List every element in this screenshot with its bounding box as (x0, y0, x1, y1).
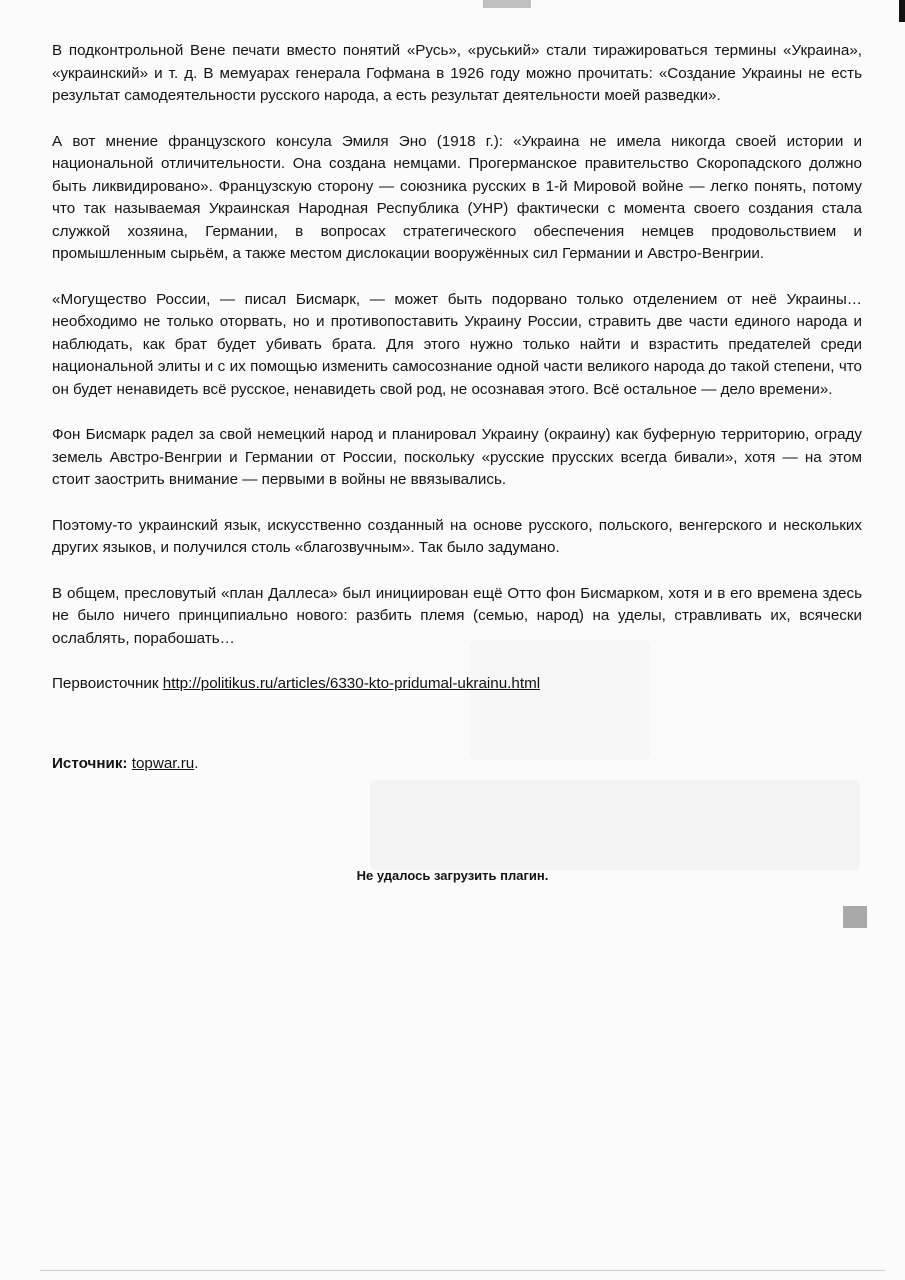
grey-square-mark (843, 906, 867, 928)
scan-edge-mark (899, 0, 905, 22)
primary-source-line (52, 673, 862, 696)
primary-source-label: Первоисточник (52, 675, 163, 692)
paragraph: «Могущество России, — писал Бисмарк, — может быть подорвано только отделением от неё Украины… необходимо не только оторвать, но и противопоставить Украину России, стравить две части единого народа и наблюдать, как брат будет убивать брата. Для этого нужно только найти и взрастить предателей среди национальной элиты и с их помощью изменить самосознание одной части великого народа до такой степени, что он будет ненавидеть всё русское, ненавидеть свой род, не осознавая этого. Всё остальное — дело времени». (52, 290, 862, 398)
source-link[interactable]: topwar.ru (131, 754, 195, 772)
primary-source-link[interactable]: http://politikus.ru/articles/6330-kto-pridumal-ukrainu.html (162, 675, 541, 692)
scan-artifact (483, 0, 531, 8)
source-suffix: . (194, 754, 199, 772)
article-body (52, 40, 862, 798)
paragraph: В подконтрольной Вене печати вместо понятий «Русь», «руський» стали тиражироваться термины «Украина», «украинский» и т. д. В мемуарах генерала Гофмана в 1926 году можно прочитать: «Создание Украины не есть результат самодеятельности русского народа, а есть результат деятельности моей разведки». (52, 42, 862, 104)
paragraph: В общем, пресловутый «план Даллеса» был инициирован ещё Отто фон Бисмарком, хотя и в его времена здесь не было ничего принципиально нового: разбить племя (семью, народ) на уделы, стравливать их, всячески ослаблять, порабошать… (52, 584, 862, 647)
paragraph: А вот мнение французского консула Эмиля Эно (1918 г.): «Украина не имела никогда своей истории и национальной отличительности. Она создана немцами. Прогерманское правительство Скоропадского должно быть ликвидировано». Французскую сторону — союзника русских в 1-й Мировой войне — легко понять, потому что так называемая Украинская Народная Республика (УНР) фактически с момента своего создания стала служкой хозяина, Германии, в вопросах стратегического обеспечения немцев продовольствием и промышленным сырьём, а также местом дислокации вооружённых сил Германии и Австро-Венгрии. (52, 132, 862, 262)
source-line (52, 753, 862, 776)
paragraph: Поэтому-то украинский язык, искусственно созданный на основе русского, польского, венгерского и нескольких других языков, и получился столь «благозвучным». Так было задумано. (52, 516, 862, 556)
page-edge-line (40, 1270, 885, 1271)
plugin-error-message: Не удалось загрузить плагин. (356, 868, 549, 883)
source-label: Источник: (52, 754, 128, 772)
paragraph: Фон Бисмарк радел за свой немецкий народ и планировал Украину (окраину) как буферную территорию, ограду земель Австро-Венгрии и Германии от России, поскольку «русские прусских всегда бивали», хотя — на этом стоит заострить внимание — первыми в войны не ввязывались. (52, 426, 862, 488)
